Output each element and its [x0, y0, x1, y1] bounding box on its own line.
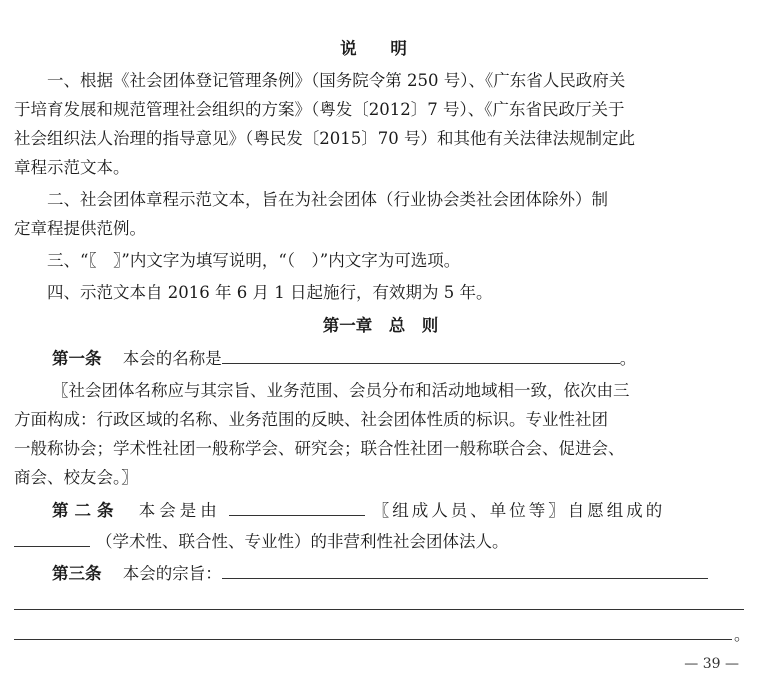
article-2-label: 第二条: [52, 501, 120, 520]
page-number: — 39 —: [684, 656, 739, 672]
notes-p2-line2: 定章程提供范例。: [14, 219, 146, 238]
article-1-end: 。: [619, 349, 637, 368]
notes-p2-line1: 二、社会团体章程示范文本，旨在为社会团体（行业协会类社会团体除外）制: [47, 190, 608, 209]
notes-p4: 四、示范文本自 2016 年 6 月 1 日起施行，有效期为 5 年。: [47, 283, 493, 302]
chapter-heading: 第一章 总 则: [322, 316, 439, 335]
article-2-text-b: 〖组成人员、单位等〗自愿组成的: [372, 501, 666, 520]
article-1-text: 本会的名称是: [122, 349, 222, 368]
article-2: [52, 500, 747, 522]
article-2-text-a: 本会是由: [138, 501, 221, 520]
article-1-guide-line2: 方面构成：行政区域的名称、业务范围的反映、社会团体性质的标识。专业性社团: [14, 410, 608, 429]
name-blank[interactable]: [222, 348, 620, 364]
type-blank[interactable]: [14, 531, 90, 547]
notes-heading: 说 明: [340, 39, 421, 58]
notes-p3: 三、“〖 〗”内文字为填写说明，“（ ）”内文字为可选项。: [47, 251, 461, 270]
article-1-guide-line1: 〖社会团体名称应与其宗旨、业务范围、会员分布和活动地域相一致，依次由三: [52, 381, 630, 400]
article-3-label: 第三条: [52, 564, 102, 583]
article-2-line2: [14, 531, 747, 553]
article-3-text: 本会的宗旨：: [122, 564, 222, 583]
notes-p1-line1: 一、根据《社会团体登记管理条例》（国务院令第 250 号）、《广东省人民政府关: [47, 71, 626, 90]
article-3: [52, 563, 747, 585]
notes-p1-line4: 章程示范文本。: [14, 158, 130, 177]
notes-p1-line3: 社会组织法人治理的指导意见》（粤民发〔2015〕70 号）和其他有关法律法规制定此: [14, 129, 635, 148]
article-1-guide-line4: 商会、校友会。〗: [14, 468, 138, 487]
article-1: [52, 348, 747, 370]
purpose-blank-line1[interactable]: [222, 563, 708, 579]
purpose-blank-line3[interactable]: [14, 638, 732, 640]
notes-p1-line2: 于培育发展和规范管理社会组织的方案》（粤发〔2012〕7 号）、《广东省民政厅关于: [14, 100, 625, 119]
article-2-text-c: （学术性、联合性、专业性）的非营利性社会团体法人。: [96, 532, 509, 551]
members-blank[interactable]: [229, 500, 365, 516]
article-1-guide-line3: 一般称协会；学术性社团一般称学会、研究会；联合性社团一般称联合会、促进会、: [14, 439, 625, 458]
purpose-blank-line2[interactable]: [14, 608, 744, 610]
article-3-end: 。: [734, 625, 751, 644]
article-1-label: 第一条: [52, 349, 102, 368]
